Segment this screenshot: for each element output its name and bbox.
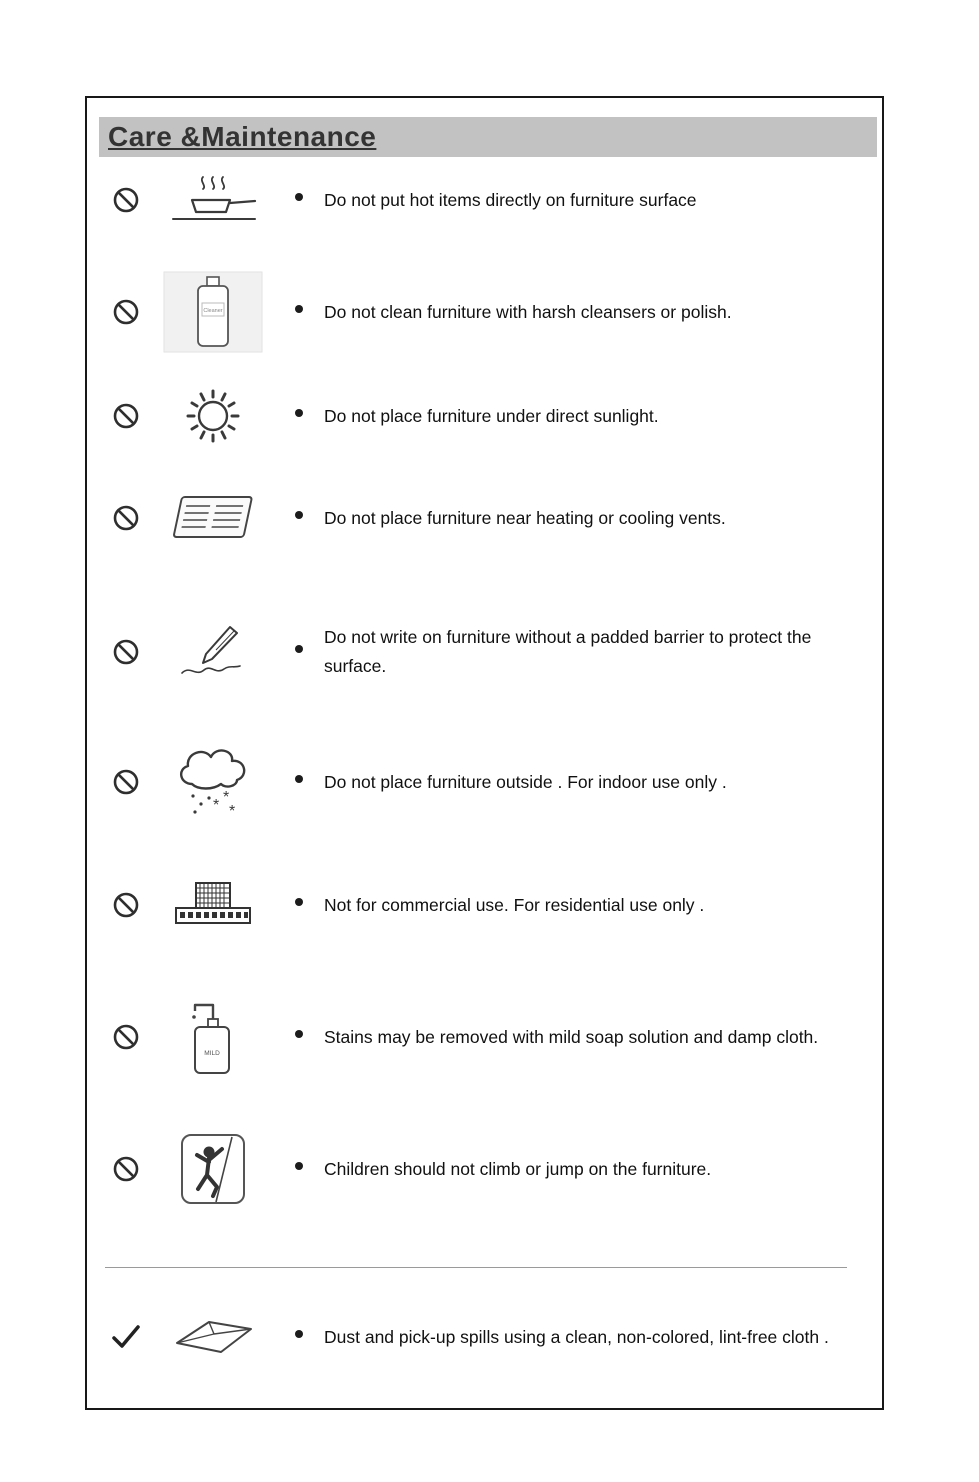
marker-cell [100,1155,152,1183]
cleaner-label: Cleaner [203,308,223,314]
page-title: Care &Maintenance [108,121,377,152]
bullet-icon [295,1330,303,1338]
prohibition-icon [112,1023,140,1051]
marker-cell [100,891,152,919]
bullet-icon [295,305,303,313]
marker-cell [100,186,152,214]
header-bar [99,117,877,157]
prohibition-icon [112,298,140,326]
rule-text: Dust and pick-up spills using a clean, non-colored, lint-free cloth . [324,1326,829,1347]
bullet-icon [295,409,303,417]
marker-cell [100,402,152,430]
marker-cell [100,298,152,326]
sun-icon [152,386,274,446]
pen-icon [152,623,274,681]
marker-cell [100,638,152,666]
bullet-icon [295,775,303,783]
bullet-icon [295,645,303,653]
rule-row-vents [100,478,862,558]
prohibition-icon [112,402,140,430]
rule-row-children [100,1124,862,1214]
rule-row-dusting [100,1298,862,1376]
svg-text:*: * [213,797,220,814]
section-divider [105,1267,847,1268]
heating-vent-icon [152,492,274,544]
rule-row-outdoors [100,736,862,828]
rule-row-hot-items [100,158,862,242]
svg-text:*: * [229,803,236,820]
hot-pan-icon [152,172,274,228]
bullet-cell [274,199,324,201]
prohibition-icon [112,186,140,214]
rule-text: Stains may be removed with mild soap solution and damp cloth. [324,1026,819,1047]
marker-cell [100,1023,152,1051]
bullet-cell [274,1168,324,1170]
bullet-icon [295,1030,303,1038]
rule-row-sunlight [100,374,862,458]
bullet-icon [295,193,303,201]
cloth-icon [152,1309,274,1365]
mild-label: MILD [204,1050,220,1057]
svg-text:*: * [223,789,230,806]
prohibition-icon [112,504,140,532]
prohibition-icon [112,891,140,919]
bullet-cell [274,311,324,313]
rule-text: Do not place furniture under direct sunlight. [324,405,659,426]
bullet-cell [274,1336,324,1338]
rule-text: Do not place furniture near heating or cooling vents. [324,507,726,528]
cleaner-bottle-icon [152,271,274,353]
bullet-cell [274,651,324,653]
rule-text: Children should not climb or jump on the furniture. [324,1158,712,1179]
rule-row-writing [100,602,862,702]
rule-text: Do not place furniture outside . For indoor use only . [324,771,727,792]
rule-row-cleansers [100,268,862,356]
bullet-cell [274,517,324,519]
bullet-icon [295,898,303,906]
rule-text: Do not write on furniture without a padded barrier to protect the surface. [324,627,812,676]
bullet-icon [295,511,303,519]
checkmark-icon [110,1323,142,1351]
child-climbing-icon [152,1133,274,1205]
bullet-cell [274,415,324,417]
marker-cell [100,1323,152,1351]
marker-cell [100,504,152,532]
rule-text: Not for commercial use. For residential use only . [324,894,705,915]
bullet-icon [295,1162,303,1170]
rule-row-commercial [100,868,862,942]
rain-snow-cloud-icon [152,744,274,820]
prohibition-icon [112,1155,140,1183]
soap-pump-bottle-icon [152,995,274,1079]
prohibition-icon [112,638,140,666]
rule-row-stains [100,992,862,1082]
prohibition-icon [112,768,140,796]
rule-text: Do not put hot items directly on furniture surface [324,189,697,210]
rule-text: Do not clean furniture with harsh cleansers or polish. [324,301,732,322]
marker-cell [100,768,152,796]
bullet-cell [274,781,324,783]
commercial-building-icon [152,880,274,930]
bullet-cell [274,904,324,906]
bullet-cell [274,1036,324,1038]
